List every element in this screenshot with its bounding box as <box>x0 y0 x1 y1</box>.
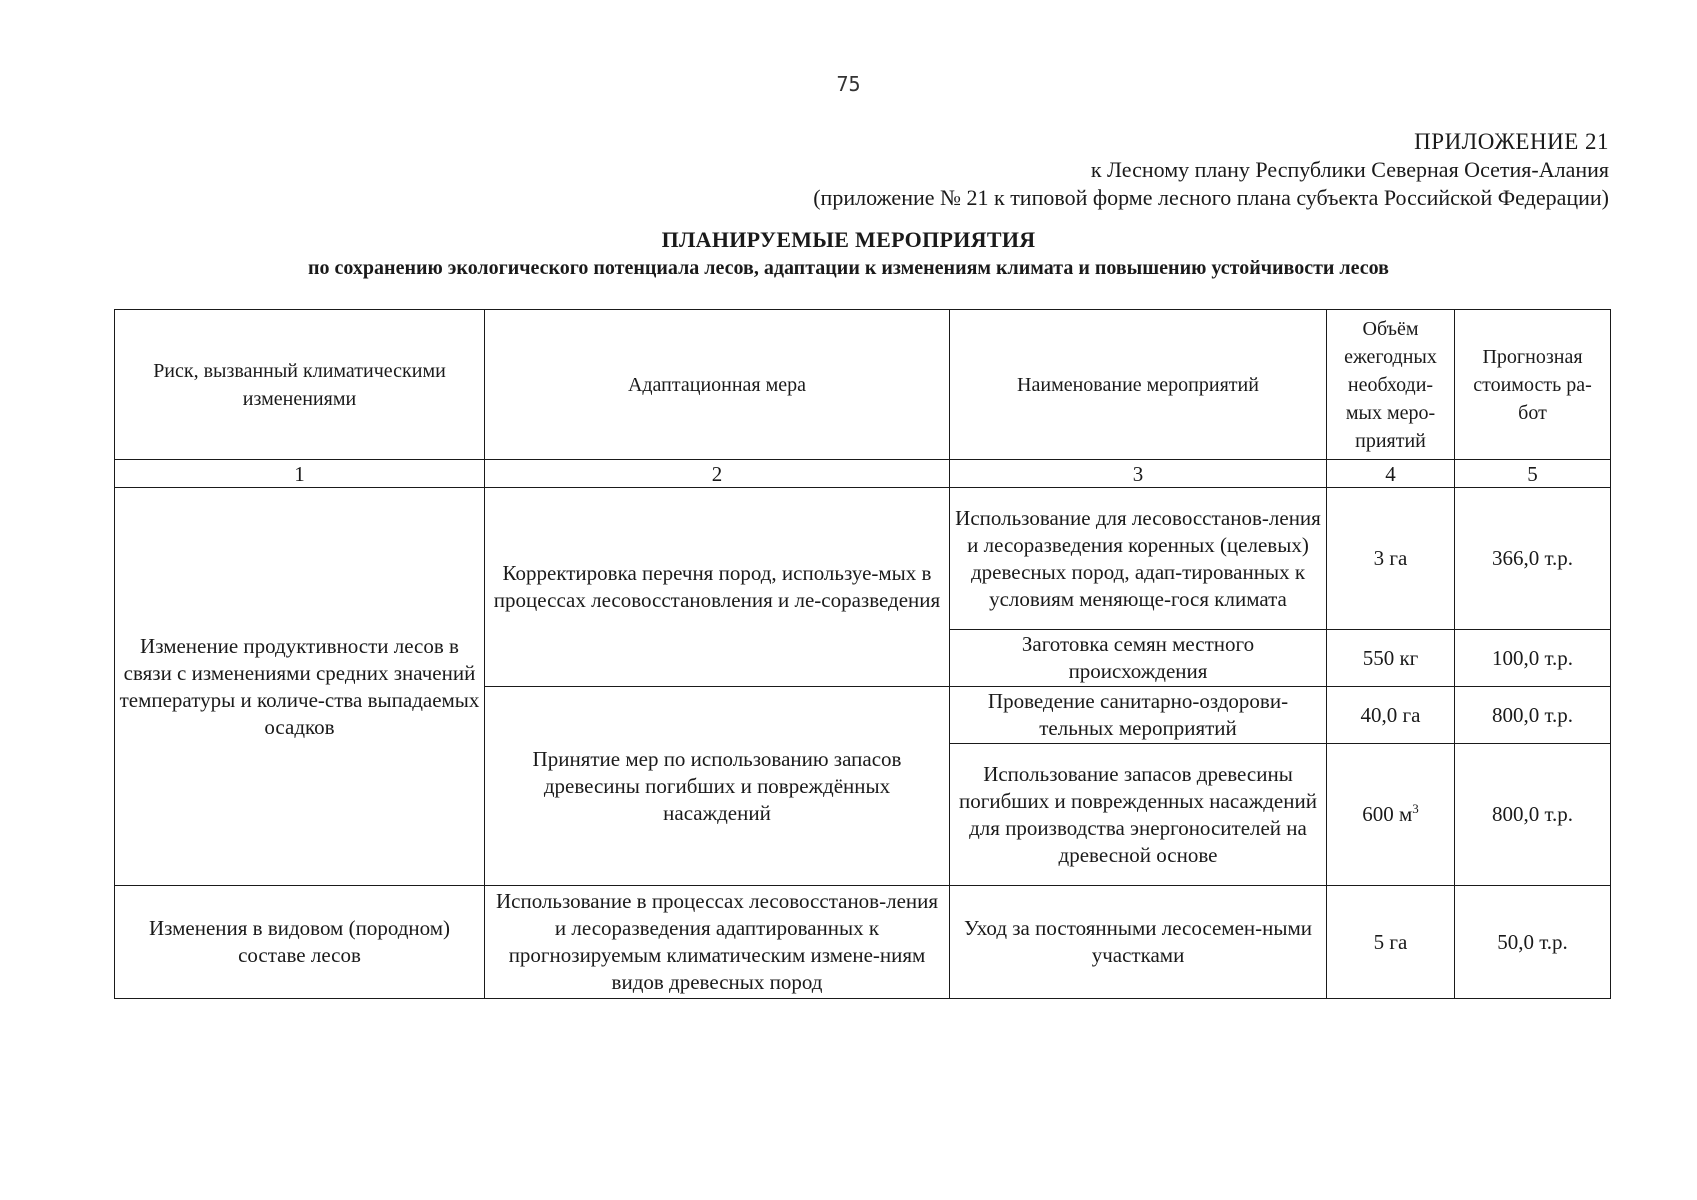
activity-cell: Использование запасов древесины погибших и поврежденных насаждений для производства энергоносителей на древесной основе <box>950 744 1327 886</box>
cost-cell: 50,0 т.р. <box>1455 886 1611 999</box>
measures-table <box>114 309 1611 999</box>
table-row <box>115 488 1611 630</box>
activity-cell: Проведение санитарно-оздорови-тельных мероприятий <box>950 687 1327 744</box>
document-heading <box>0 226 1697 282</box>
column-number-row <box>115 460 1611 488</box>
header-row <box>115 310 1611 460</box>
header-activity-name: Наименование мероприятий <box>950 310 1327 460</box>
activity-cell: Заготовка семян местного происхождения <box>950 630 1327 687</box>
volume-value: 600 м <box>1362 802 1413 826</box>
page-number: 75 <box>836 72 861 96</box>
appendix-title: ПРИЛОЖЕНИЕ 21 <box>1414 129 1609 154</box>
volume-cell <box>1327 744 1455 886</box>
activity-cell: Использование для лесовосстанов-ления и лесоразведения коренных (целевых) древесных пород, адап-тированных к условиям меняюще-гося климата <box>950 488 1327 630</box>
appendix-note: (приложение № 21 к типовой форме лесного плана субъекта Российской Федерации) <box>813 185 1609 210</box>
volume-cell: 40,0 га <box>1327 687 1455 744</box>
measure-cell: Корректировка перечня пород, используе-мых в процессах лесовосстановления и ле-соразведения <box>485 488 950 687</box>
activity-cell: Уход за постоянными лесосемен-ными участками <box>950 886 1327 999</box>
header-annual-volume: Объём ежегодных необходи-мых меро-приятий <box>1327 310 1455 460</box>
header-adaptation-measure: Адаптационная мера <box>485 310 950 460</box>
cost-cell: 100,0 т.р. <box>1455 630 1611 687</box>
appendix-reference: к Лесному плану Республики Северная Осетия-Алания <box>1090 157 1609 182</box>
header-risk: Риск, вызванный климатическими изменениями <box>115 310 485 460</box>
cost-cell: 366,0 т.р. <box>1455 488 1611 630</box>
volume-cell: 550 кг <box>1327 630 1455 687</box>
document-subtitle: по сохранению экологического потенциала лесов, адаптации к изменениям климата и повышению устойчивости лесов <box>308 257 1389 279</box>
document-title: ПЛАНИРУЕМЫЕ МЕРОПРИЯТИЯ <box>661 227 1036 252</box>
appendix-block <box>813 128 1609 212</box>
risk-cell: Изменения в видовом (породном) составе лесов <box>115 886 485 999</box>
header-forecast-cost: Прогнозная стоимость ра-бот <box>1455 310 1611 460</box>
volume-unit-superscript: 3 <box>1412 801 1419 816</box>
column-number: 1 <box>115 460 485 488</box>
column-number: 3 <box>950 460 1327 488</box>
column-number: 5 <box>1455 460 1611 488</box>
measure-cell: Принятие мер по использованию запасов древесины погибших и повреждённых насаждений <box>485 687 950 886</box>
volume-cell: 5 га <box>1327 886 1455 999</box>
cost-cell: 800,0 т.р. <box>1455 744 1611 886</box>
measure-cell: Использование в процессах лесовосстанов-ления и лесоразведения адаптированных к прогнозируемым климатическим измене-ниям видов древесных пород <box>485 886 950 999</box>
cost-cell: 800,0 т.р. <box>1455 687 1611 744</box>
column-number: 4 <box>1327 460 1455 488</box>
volume-cell: 3 га <box>1327 488 1455 630</box>
table-row <box>115 886 1611 999</box>
risk-cell: Изменение продуктивности лесов в связи с изменениями средних значений температуры и количе-ства выпадаемых осадков <box>115 488 485 886</box>
column-number: 2 <box>485 460 950 488</box>
